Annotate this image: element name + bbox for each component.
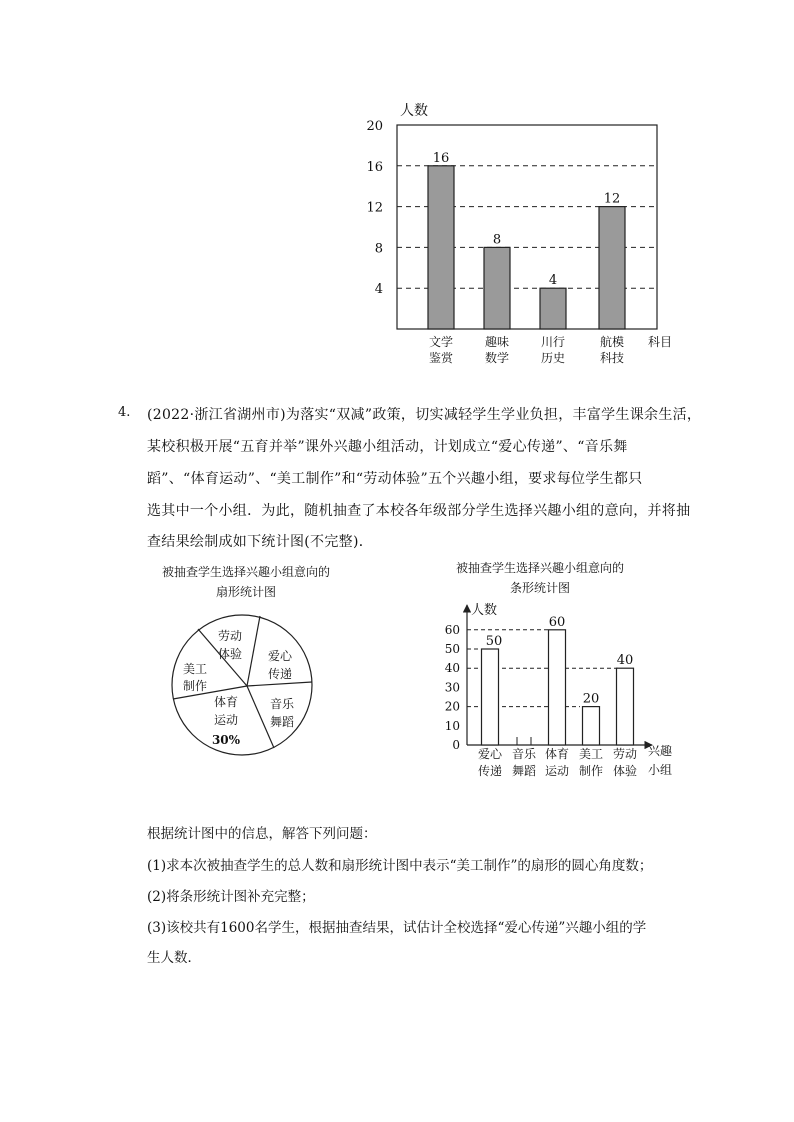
bar-chart-xlabels xyxy=(478,746,637,778)
bar-chart-bar xyxy=(549,630,566,745)
top-xtick-label: 文学 xyxy=(428,335,454,349)
subquestion-1: (1)求本次被抽查学生的总人数和扇形统计图中表示“美工制作”的扇形的圆心角度数； xyxy=(147,858,653,874)
bar-chart-xtick-label: 体验 xyxy=(612,764,638,778)
bar-chart-bar-value: 60 xyxy=(548,614,566,630)
top-bar-value: 4 xyxy=(548,273,558,289)
top-chart-bars xyxy=(428,151,625,329)
bar-chart-ytick-label: 30 xyxy=(444,680,460,695)
pie-divider xyxy=(247,682,312,686)
bar-chart-bar xyxy=(482,649,499,745)
bar-chart-yticks xyxy=(445,623,460,752)
top-ytick-label: 8 xyxy=(374,241,383,257)
question-line-3: 蹈”、“体育运动”、“美工制作”和“劳动体验”五个兴趣小组，要求每位学生都只 xyxy=(147,471,643,487)
bar-chart-ylabel: 人数 xyxy=(471,603,498,618)
question-line-1: (2022·浙江省湖州市)为落实“双减”政策，切实减轻学生学业负担，丰富学生课余生活， xyxy=(147,407,702,423)
pie-slice-label: 体验 xyxy=(217,647,243,661)
bar-chart-bar xyxy=(583,707,600,745)
top-chart-ylabel: 人数 xyxy=(400,103,428,119)
bar-chart-bars xyxy=(482,615,634,745)
bar-chart-xtick-label: 传递 xyxy=(477,764,503,778)
pie-slice-label: 爱心 xyxy=(267,649,293,663)
top-bar xyxy=(599,207,625,329)
top-chart-xlabel: 科目 xyxy=(648,335,673,349)
top-bar-value: 16 xyxy=(432,150,450,166)
subquestion-3-line1: (3)该校共有1600名学生，根据抽查结果，试估计全校选择“爱心传递”兴趣小组的学 xyxy=(147,920,647,936)
bar-chart-xtick-label: 爱心 xyxy=(477,747,503,761)
pie-slice-label: 音乐 xyxy=(269,697,295,711)
bar-chart-title-line2: 条形统计图 xyxy=(509,581,570,595)
bar-chart-bar-value: 20 xyxy=(582,691,600,707)
bar-chart-ytick-label: 0 xyxy=(452,738,460,752)
bar-chart-xtick-label: 劳动 xyxy=(612,747,638,761)
bar-chart-xtick-label: 音乐 xyxy=(511,747,537,761)
top-xtick-label: 趣味 xyxy=(484,335,510,349)
top-xtick-label: 航模 xyxy=(599,335,625,349)
pie-chart-title-line1: 被抽查学生选择兴趣小组意向的 xyxy=(161,565,330,579)
pie-slice-label: 传递 xyxy=(267,667,293,681)
question-number: 4. xyxy=(118,405,131,420)
bar-chart-ytick-label: 10 xyxy=(444,718,460,733)
top-ytick-label: 12 xyxy=(366,200,383,216)
pie-slice-label: 体育 xyxy=(213,695,239,709)
bar-chart-xtick-label: 舞蹈 xyxy=(511,764,537,778)
pie-slice-label: 制作 xyxy=(182,679,208,693)
top-bar-value: 8 xyxy=(492,232,502,248)
pie-divider xyxy=(247,616,260,686)
bar-chart-bar-value: 40 xyxy=(616,653,634,669)
interest-bar-chart xyxy=(430,600,680,785)
top-xtick-label: 鉴赏 xyxy=(428,351,454,365)
bar-chart-xlabel-line1: 兴趣 xyxy=(648,744,673,758)
top-xtick-label: 川行 xyxy=(540,335,566,349)
top-xtick-label: 历史 xyxy=(540,351,566,365)
question-line-5: 查结果绘制成如下统计图(不完整)． xyxy=(147,534,374,550)
bar-chart-xtick-label: 体育 xyxy=(544,747,570,761)
subquestion-2: (2)将条形统计图补充完整； xyxy=(147,889,315,905)
top-bar xyxy=(540,288,566,329)
bar-chart-bar-value: 50 xyxy=(485,634,503,649)
question-line-4: 选其中一个小组．为此，随机抽查了本校各年级部分学生选择兴趣小组的意向，并将抽 xyxy=(147,503,691,519)
bar-chart-xlabel-line2: 小组 xyxy=(648,763,673,777)
top-bar xyxy=(484,247,510,329)
pie-slice-label: 美工 xyxy=(182,662,208,676)
top-chart-xlabels xyxy=(429,334,624,365)
top-bar-value: 12 xyxy=(603,191,621,207)
bar-chart-xtick-label: 制作 xyxy=(578,764,604,778)
top-chart-yticks xyxy=(366,119,383,297)
subquestion-3-line2: 生人数． xyxy=(147,950,201,966)
interest-pie-chart xyxy=(168,610,318,760)
bar-chart-ytick-label: 50 xyxy=(444,642,460,656)
top-ytick-label: 16 xyxy=(366,159,383,175)
top-ytick-label: 20 xyxy=(366,119,383,134)
pie-chart-title-line2: 扇形统计图 xyxy=(215,585,276,599)
question-line-2: 某校积极开展“五育并举”课外兴趣小组活动，计划成立“爱心传递”、“音乐舞 xyxy=(147,439,628,455)
pie-slice-label: 劳动 xyxy=(217,629,243,643)
subject-bar-chart xyxy=(350,95,690,370)
pie-slice-label: 运动 xyxy=(213,713,239,727)
top-ytick-label: 4 xyxy=(374,282,383,298)
bar-chart-xtick-label: 运动 xyxy=(544,764,570,778)
pie-slice-label: 舞蹈 xyxy=(269,715,295,729)
bar-chart-ytick-label: 60 xyxy=(444,622,460,637)
top-bar xyxy=(428,166,454,329)
bar-chart-bar xyxy=(617,668,634,745)
pie-slice-percent: 30% xyxy=(211,733,241,747)
subquestion-intro: 根据统计图中的信息，解答下列问题： xyxy=(147,826,377,842)
top-xtick-label: 数学 xyxy=(484,351,510,365)
bar-chart-xtick-label: 美工 xyxy=(578,747,604,761)
bar-chart-ytick-label: 20 xyxy=(444,699,460,714)
bar-chart-ytick-label: 40 xyxy=(444,661,460,676)
bar-chart-title-line1: 被抽查学生选择兴趣小组意向的 xyxy=(455,561,624,575)
top-xtick-label: 科技 xyxy=(599,351,625,365)
